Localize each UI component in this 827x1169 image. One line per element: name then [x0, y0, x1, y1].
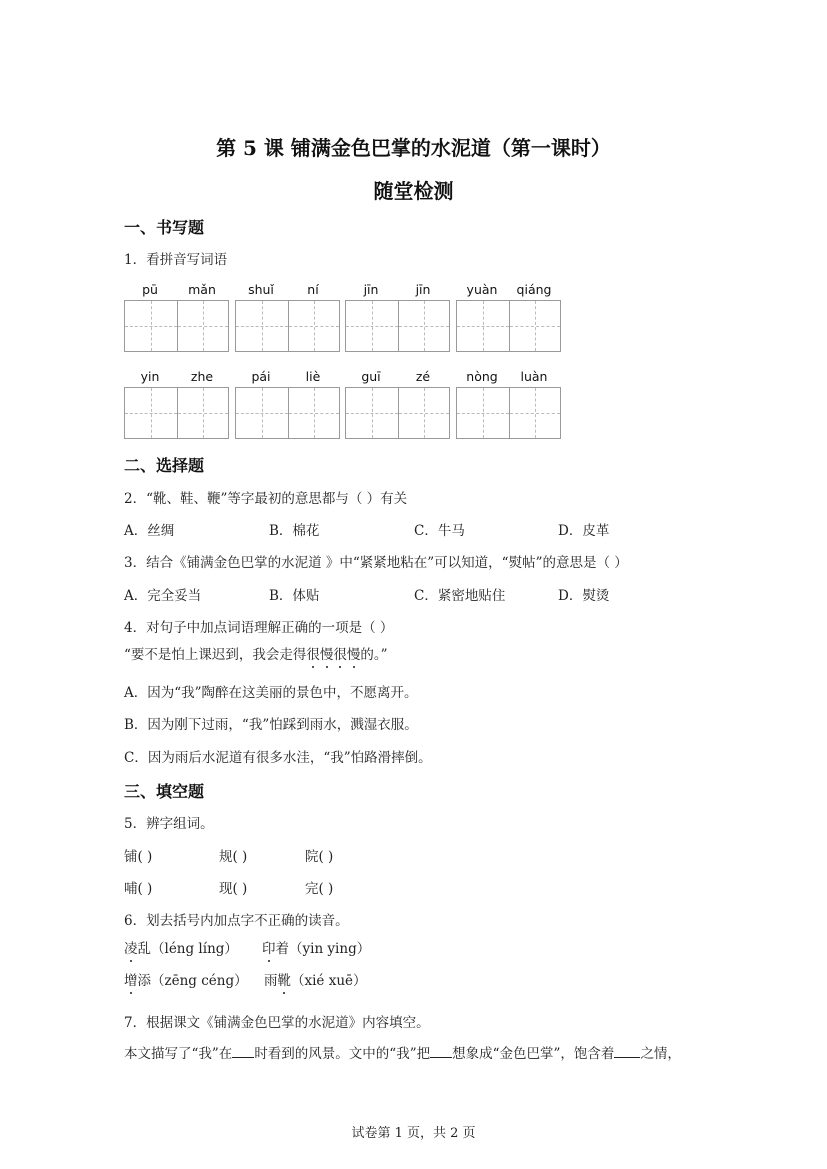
q5-item[interactable]: 哺( )	[124, 881, 153, 897]
writing-cell[interactable]	[177, 301, 229, 351]
pinyin-label: yuàn	[466, 282, 498, 297]
fill-blank[interactable]	[232, 1045, 254, 1058]
q3-option-d[interactable]: D．熨烫	[558, 588, 610, 604]
pinyin-label: nòng	[466, 369, 498, 384]
question-7-stem: 7．根据课文《铺满金色巴掌的水泥道》内容填空。	[124, 1015, 430, 1031]
page-title: 第 5 课 铺满金色巴掌的水泥道（第一课时）	[216, 136, 611, 160]
pinyin-label: zhe	[190, 369, 214, 384]
question-4-stem: 4．对句子中加点词语理解正确的一项是（ ）	[124, 620, 394, 636]
writing-grid-pair[interactable]	[235, 300, 340, 352]
q6-item-text: 着（yin ying）	[275, 941, 371, 957]
writing-cell[interactable]	[509, 301, 561, 351]
dotted-char: 增	[124, 969, 138, 989]
q6-item-text: 添（zēng céng）	[137, 973, 248, 989]
q4-option-b[interactable]: B．因为刚下过雨，“我”怕踩到雨水，溅湿衣服。	[124, 717, 418, 733]
fill-blank[interactable]	[430, 1045, 452, 1058]
writing-cell[interactable]	[457, 388, 509, 438]
writing-cell[interactable]	[509, 388, 561, 438]
question-2-stem: 2．“靴、鞋、鞭”等字最初的意思都与（ ）有关	[124, 491, 408, 507]
passage-text: 时看到的风景。文中的“我”把	[254, 1046, 431, 1062]
dotted-char: 慢	[320, 643, 334, 663]
writing-cell[interactable]	[288, 301, 340, 351]
writing-cell[interactable]	[346, 301, 398, 351]
writing-cell[interactable]	[236, 388, 288, 438]
q3-option-c[interactable]: C．紧密地贴住	[414, 588, 506, 604]
quote-text: “要不是怕上课迟到，我会走得	[124, 647, 307, 663]
q3-option-b[interactable]: B．体贴	[269, 588, 320, 604]
passage-text: 想象成“金色巴掌”，饱含着	[452, 1046, 615, 1062]
pinyin-label: luàn	[520, 369, 548, 384]
q6-item-text: 雨	[264, 973, 278, 989]
section-heading-fill: 三、填空题	[124, 782, 205, 801]
writing-cell[interactable]	[177, 388, 229, 438]
writing-cell[interactable]	[398, 301, 450, 351]
pinyin-label: guī	[361, 369, 381, 384]
pinyin-label: mǎn	[188, 282, 216, 297]
dotted-char: 很	[306, 643, 320, 663]
q5-item[interactable]: 规( )	[219, 849, 248, 865]
pinyin-label: qiáng	[516, 282, 552, 297]
pinyin-label: pái	[251, 369, 271, 384]
q5-item[interactable]: 院( )	[305, 849, 334, 865]
writing-grid-pair[interactable]	[235, 387, 340, 439]
writing-grid-pair[interactable]	[124, 300, 229, 352]
question-3-stem: 3．结合《铺满金色巴掌的水泥道 》中“紧紧地粘在”可以知道，“熨帖”的意思是（ ）	[124, 555, 628, 571]
pinyin-label: ní	[307, 282, 319, 297]
question-4-quote	[124, 643, 388, 663]
writing-cell[interactable]	[236, 301, 288, 351]
writing-grid-pair[interactable]	[456, 300, 561, 352]
question-6-stem: 6．划去括号内加点字不正确的读音。	[124, 913, 349, 929]
pinyin-label: zé	[415, 369, 431, 384]
writing-cell[interactable]	[288, 388, 340, 438]
pinyin-label: pū	[142, 282, 158, 297]
dotted-char: 印	[262, 937, 276, 957]
writing-cell[interactable]	[457, 301, 509, 351]
q6-item[interactable]	[124, 937, 238, 957]
fill-blank[interactable]	[614, 1045, 640, 1058]
passage-text: 之情，	[640, 1046, 681, 1062]
q2-option-b[interactable]: B．棉花	[269, 523, 320, 539]
writing-cell[interactable]	[398, 388, 450, 438]
question-1-stem: 1．看拼音写词语	[124, 252, 228, 268]
dotted-char: 凌	[124, 937, 138, 957]
pinyin-label: jīn	[415, 282, 431, 297]
q3-option-a[interactable]: A．完全妥当	[124, 588, 202, 604]
pinyin-label: yin	[140, 369, 160, 384]
section-heading-choice: 二、选择题	[124, 456, 205, 475]
pinyin-label: jīn	[363, 282, 379, 297]
question-7-passage	[124, 1042, 681, 1062]
q6-item-text: （xié xuē）	[291, 973, 367, 989]
section-heading-writing: 一、书写题	[124, 218, 205, 237]
passage-text: 本文描写了“我”在	[124, 1046, 233, 1062]
q6-item[interactable]	[124, 969, 248, 989]
dotted-char: 很	[333, 643, 347, 663]
writing-grid-pair[interactable]	[345, 387, 450, 439]
page-footer: 试卷第 1 页，共 2 页	[351, 1126, 476, 1141]
writing-cell[interactable]	[125, 301, 177, 351]
writing-grid-pair[interactable]	[124, 387, 229, 439]
q5-item[interactable]: 铺( )	[124, 849, 153, 865]
pinyin-label: liè	[305, 369, 321, 384]
writing-grid-pair[interactable]	[456, 387, 561, 439]
q4-option-c[interactable]: C．因为雨后水泥道有很多水洼，“我”怕路滑摔倒。	[124, 750, 432, 766]
q6-item-text: 乱（léng líng）	[137, 941, 238, 957]
quote-text: 的。”	[360, 647, 388, 663]
q6-item[interactable]	[262, 937, 370, 957]
q5-item[interactable]: 完( )	[305, 881, 334, 897]
writing-cell[interactable]	[125, 388, 177, 438]
page-subtitle: 随堂检测	[373, 179, 454, 203]
dotted-char: 慢	[347, 643, 361, 663]
question-5-stem: 5．辨字组词。	[124, 816, 214, 832]
dotted-char: 靴	[278, 969, 292, 989]
q2-option-c[interactable]: C．牛马	[414, 523, 465, 539]
q2-option-a[interactable]: A．丝绸	[124, 523, 175, 539]
pinyin-label: shuǐ	[248, 282, 274, 297]
writing-cell[interactable]	[346, 388, 398, 438]
q4-option-a[interactable]: A．因为“我”陶醉在这美丽的景色中，不愿离开。	[124, 685, 418, 701]
q6-item[interactable]	[264, 969, 367, 989]
q5-item[interactable]: 现( )	[219, 881, 248, 897]
writing-grid-pair[interactable]	[345, 300, 450, 352]
q2-option-d[interactable]: D．皮革	[558, 523, 610, 539]
